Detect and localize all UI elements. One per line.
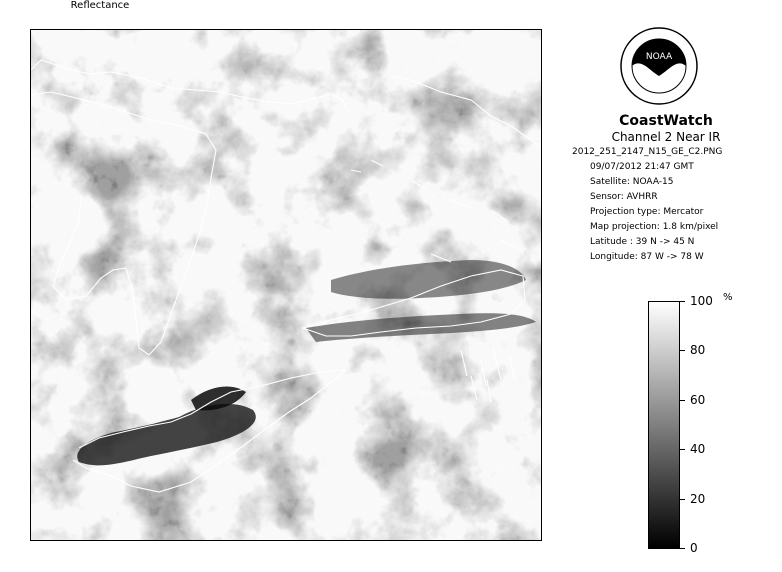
longitude-range: Longitude: 87 W -> 78 W — [590, 252, 704, 262]
projection-type: Projection type: Mercator — [590, 207, 704, 217]
colorbar-tick-label: 80 — [690, 343, 706, 357]
colorbar-tick-mark — [680, 548, 685, 549]
colorbar-tick-label: 60 — [690, 393, 706, 407]
latitude-range: Latitude : 39 N -> 45 N — [590, 237, 695, 247]
satellite-info: Satellite: NOAA-15 — [590, 177, 674, 187]
colorbar-tick-label: 100 — [690, 294, 713, 308]
colorbar-unit: % — [723, 292, 733, 303]
colorbar-tick-label: 0 — [690, 541, 698, 555]
cloud-imagery — [31, 30, 541, 540]
app-title: CoastWatch — [619, 113, 713, 129]
colorbar-tick-mark — [680, 499, 685, 500]
channel-subtitle: Channel 2 Near IR — [611, 130, 721, 144]
map-projection: Map projection: 1.8 km/pixel — [590, 222, 719, 232]
colorbar-tick-label: 40 — [690, 442, 706, 456]
sensor-info: Sensor: AVHRR — [590, 192, 658, 202]
date-time: 09/07/2012 21:47 GMT — [590, 162, 694, 172]
noaa-logo — [619, 26, 699, 106]
colorbar-label: Reflectance — [70, 0, 130, 11]
colorbar-tick-mark — [680, 301, 685, 302]
colorbar — [648, 301, 680, 549]
file-name: 2012_251_2147_N15_GE_C2.PNG — [572, 147, 723, 157]
colorbar-tick-mark — [680, 350, 685, 351]
colorbar-tick-mark — [680, 400, 685, 401]
colorbar-tick-label: 20 — [690, 492, 706, 506]
colorbar-tick-mark — [680, 449, 685, 450]
satellite-image — [30, 29, 542, 541]
logo-text: NOAA — [645, 52, 673, 62]
